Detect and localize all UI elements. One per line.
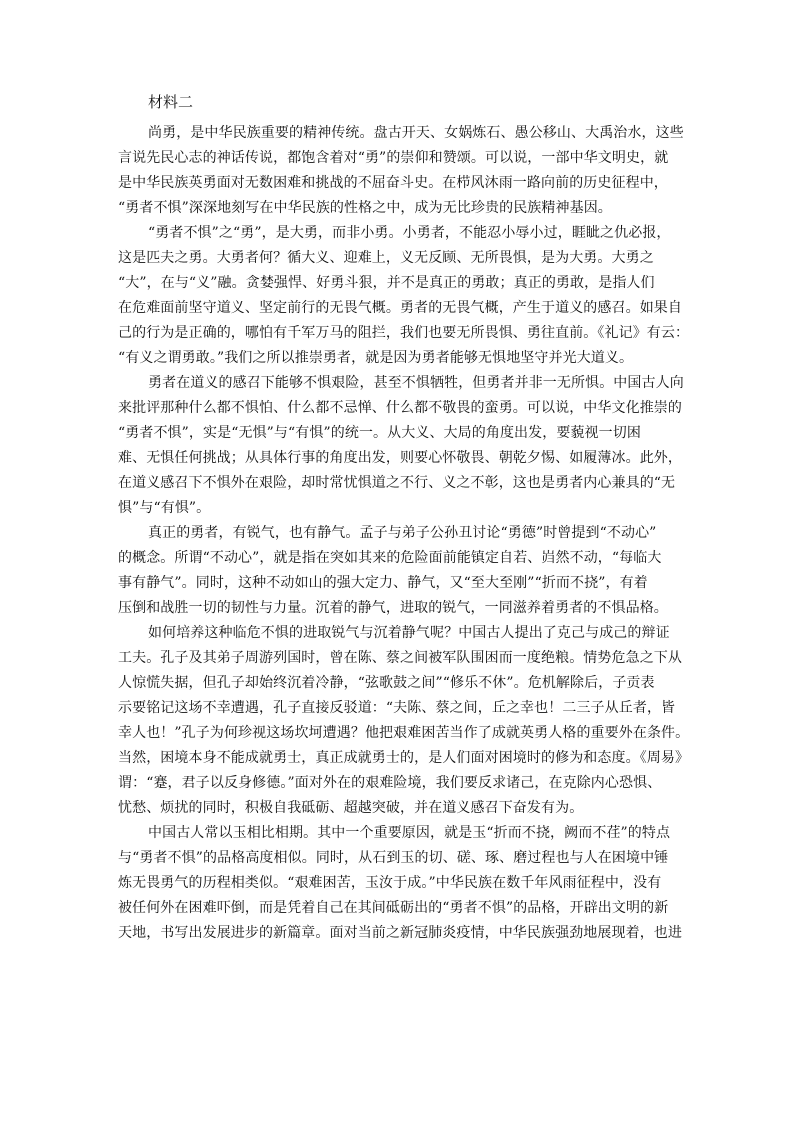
text-line: 天地，书写出发展进步的新篇章。面对当前之新冠肺炎疫情，中华民族强劲地展现着，也进 xyxy=(118,925,682,941)
text-line: 压倒和战胜一切的韧性与力量。沉着的静气，进取的锐气，一同滋养着勇者的不惧品格。 xyxy=(118,600,668,616)
text-line: 中国古人常以玉相比相期。其中一个重要原因，就是玉“折而不挠，阙而不荏”的特点 xyxy=(148,825,671,841)
text-line: 的概念。所谓“不动心”，就是指在突如其来的危险面前能镇定自若、岿然不动，“每临大 xyxy=(118,550,662,566)
text-line: 真正的勇者，有锐气，也有静气。孟子与弟子公孙丑讨论“勇德”时曾提到“不动心” xyxy=(148,525,657,541)
text-line: 工夫。孔子及其弟子周游列国时，曾在陈、蔡之间被军队围困而一度绝粮。情势危急之下从 xyxy=(118,650,682,666)
text-line: 事有静气”。同时，这种不动如山的强大定力、静气，又“至大至刚”“折而不挠”，有着 xyxy=(118,575,648,591)
text-line: 在危难面前坚守道义、坚定前行的无畏气概。勇者的无畏气概，产生于道义的感召。如果自 xyxy=(118,300,682,316)
text-line: 惧”与“有惧”。 xyxy=(118,500,211,516)
text-line: 谓：“蹇，君子以反身修德。”面对外在的艰难险境，我们要反求诸己，在克除内心恐惧、 xyxy=(118,775,662,791)
text-line: 幸人也！”孔子为何珍视这场坎坷遭遇？他把艰难困苦当作了成就英勇人格的重要外在条件。 xyxy=(118,725,690,741)
text-line: “勇者不惧”深深地刻写在中华民族的性格之中，成为无比珍贵的民族精神基因。 xyxy=(118,200,612,216)
text-line: 与“勇者不惧”的品格高度相似。同时，从石到玉的切、磋、琢、磨过程也与人在困境中锤 xyxy=(118,850,669,866)
text-line: 当然，困境本身不能成就勇士，真正成就勇士的，是人们面对困境时的修为和态度。《周易》 xyxy=(118,750,690,766)
text-line: 如何培养这种临危不惧的进取锐气与沉着静气呢？中国古人提出了克己与成己的辩证 xyxy=(148,625,670,641)
text-line: 是中华民族英勇面对无数困难和挑战的不屈奋斗史。在栉风沐雨一路向前的历史征程中， xyxy=(118,175,668,191)
text-line: 忧愁、烦扰的同时，积极自我砥砺、超越突破，并在道义感召下奋发有为。 xyxy=(118,800,584,816)
section-heading: 材料二 xyxy=(148,93,194,111)
text-line: “大”，在与“义”融。贪婪强悍、好勇斗狠，并不是真正的勇敢；真正的勇敢，是指人们 xyxy=(118,275,655,291)
text-line: “有义之谓勇敢。”我们之所以推崇勇者，就是因为勇者能够无惧地坚守并光大道义。 xyxy=(118,350,634,366)
text-line: 来批评那种什么都不惧怕、什么都不忌惮、什么都不敬畏的蛮勇。可以说，中华文化推崇的 xyxy=(118,400,682,416)
text-line: “勇者不惧”，实是“无惧”与“有惧”的统一。从大义、大局的角度出发，要藐视一切困 xyxy=(118,425,641,441)
text-line: “勇者不惧”之“勇”，是大勇，而非小勇。小勇者，不能忍小辱小过，睚眦之仇必报， xyxy=(148,225,671,241)
text-line: 炼无畏勇气的历程相类似。“艰难困苦，玉汝于成。”中华民族在数千年风雨征程中，没有 xyxy=(118,875,662,891)
text-line: 己的行为是正确的，哪怕有千军万马的阻拦，我们也要无所畏惧、勇往直前。《礼记》有云： xyxy=(118,325,690,341)
text-line: 被任何外在困难吓倒，而是凭着自己在其间砥砺出的“勇者不惧”的品格，开辟出文明的新 xyxy=(118,900,669,916)
text-line: 人惊慌失据，但孔子却始终沉着冷静，“弦歌鼓之间”“修乐不休”。危机解除后，子贡表 xyxy=(118,675,655,691)
article-body xyxy=(118,121,690,946)
text-line: 言说先民心志的神话传说，都饱含着对“勇”的崇仰和赞颂。可以说，一部中华文明史，就 xyxy=(118,150,669,166)
text-line: 在道义感召下不惧外在艰险，却时常忧惧道之不行、义之不彰，这也是勇者内心兼具的“无 xyxy=(118,475,676,491)
text-line: 勇者在道义的感召下能够不惧艰险，甚至不惧牺牲，但勇者并非一无所惧。中国古人向 xyxy=(148,375,684,391)
text-line: 难、无惧任何挑战；从具体行事的角度出发，则要心怀敬畏、朝乾夕惕、如履薄冰。此外， xyxy=(118,450,682,466)
text-line: 尚勇，是中华民族重要的精神传统。盘古开天、女娲炼石、愚公移山、大禹治水，这些 xyxy=(148,125,684,141)
text-line: 这是匹夫之勇。大勇者何？循大义、迎难上，义无反顾、无所畏惧，是为大勇。大勇之 xyxy=(118,250,654,266)
text-line: 示要铭记这场不幸遭遇，孔子直接反驳道：“夫陈、蔡之间，丘之幸也！二三子从丘者，皆 xyxy=(118,700,676,716)
